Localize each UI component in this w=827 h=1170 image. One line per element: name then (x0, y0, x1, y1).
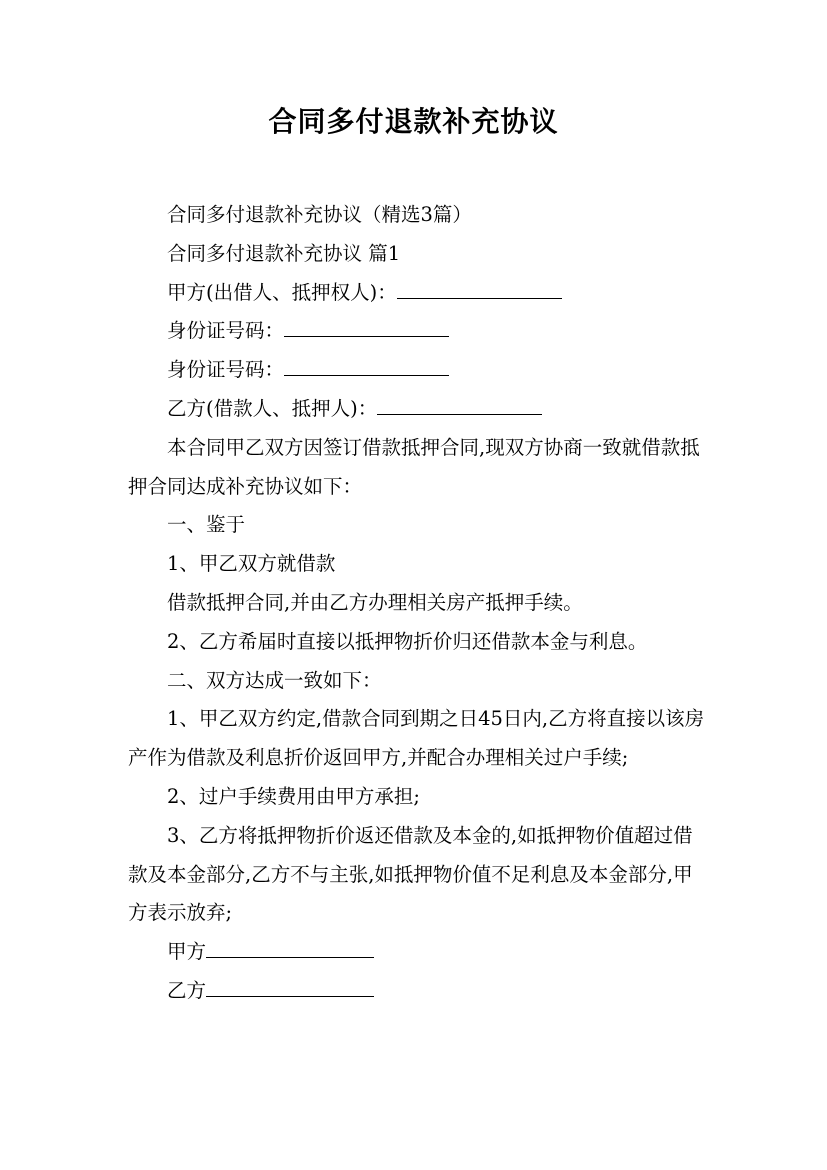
paragraph-whereas-1-cont: 借款抵押合同,并由乙方办理相关房产抵押手续。 (167, 590, 583, 614)
paragraph-text: 合同多付退款补充协议（精选3篇） (167, 203, 472, 226)
paragraph-agreement-heading: 二、双方达成一致如下： (167, 668, 382, 692)
signature-party-a-label: 甲方 (167, 940, 207, 964)
paragraph-intro: 本合同甲乙双方因签订借款抵押合同,现双方协商一致就借款抵押合同达成补充协议如下： (128, 435, 700, 498)
paragraph-whereas-2: 2、乙方希届时直接以抵押物折价归还借款本金与利息。 (167, 629, 648, 653)
paragraph-agreement-2: 2、过户手续费用由甲方承担; (167, 784, 420, 808)
paragraph-whereas-heading: 一、鉴于 (167, 513, 246, 537)
paragraph-section-heading (128, 235, 708, 274)
id-number-blank-2 (284, 355, 449, 376)
id-number-line-2 (128, 351, 708, 390)
signature-party-b-blank (206, 975, 374, 996)
signature-party-a-blank (206, 937, 374, 958)
id-number-label-1: 身份证号码： (167, 319, 285, 343)
signature-party-b-label: 乙方 (167, 978, 207, 1002)
party-a-blank (397, 277, 562, 298)
party-b-label: 乙方(借款人、抵押人)： (167, 396, 378, 420)
paragraph-agreement-3: 3、乙方将抵押物折价返还借款及本金的,如抵押物价值超过借款及本金部分,乙方不与主张,如抵押物价值不足利息及本金部分,甲方表示放弃; (128, 823, 693, 925)
party-a-label: 甲方(出借人、抵押权人)： (167, 280, 397, 304)
paragraph-agreement-1: 1、甲乙双方约定,借款合同到期之日45日内,乙方将直接以该房产作为借款及利息折价返回甲方,并配合办理相关过户手续; (128, 707, 705, 770)
document-title: 合同多付退款补充协议 (268, 105, 559, 138)
id-number-label-2: 身份证号码： (167, 358, 285, 382)
paragraph-subtitle (128, 196, 708, 235)
paragraph-whereas-1: 1、甲乙双方就借款 (167, 552, 336, 576)
party-b-line (128, 390, 708, 429)
document-body (128, 196, 708, 1011)
party-b-blank (377, 394, 542, 415)
paragraph-text: 合同多付退款补充协议 篇1 (167, 241, 401, 265)
id-number-blank-1 (284, 316, 449, 337)
signature-party-b (128, 972, 708, 1011)
signature-party-a (128, 933, 708, 972)
party-a-line (128, 274, 708, 313)
id-number-line-1 (128, 312, 708, 351)
